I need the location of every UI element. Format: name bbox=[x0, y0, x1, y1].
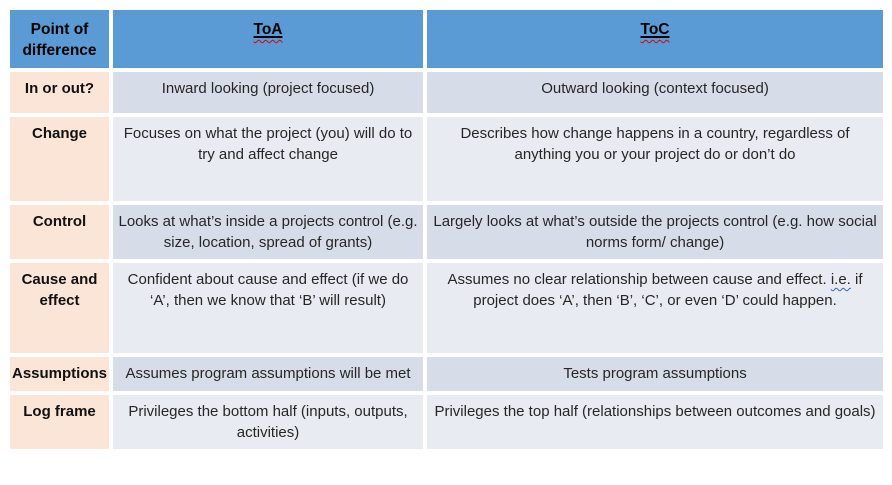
cell-log-frame-toc: Privileges the top half (relationships between outcomes and goals) bbox=[427, 395, 883, 449]
toa-header-underline bbox=[254, 21, 283, 38]
cell-control-toc: Largely looks at what’s outside the projects control (e.g. how social norms form/ change) bbox=[427, 205, 883, 259]
table-row-control bbox=[10, 205, 883, 259]
row-label-in-or-out: In or out? bbox=[10, 72, 109, 113]
header-cell-point-of-difference bbox=[10, 10, 109, 68]
toa-spellcheck-squiggle: ToA bbox=[253, 21, 283, 38]
header-cell-toc bbox=[427, 10, 883, 68]
cell-control-toa: Looks at what’s inside a projects control (e.g. size, location, spread of grants) bbox=[113, 205, 423, 259]
ie-grammar-squiggle: i.e. bbox=[830, 271, 851, 288]
table-row-log-frame bbox=[10, 395, 883, 449]
row-label-control: Control bbox=[10, 205, 109, 259]
toc-header-underline bbox=[641, 21, 670, 38]
header-row bbox=[10, 10, 883, 68]
comparison-table bbox=[6, 6, 887, 453]
row-label-cause-and-effect: Cause and effect bbox=[10, 263, 109, 353]
table-row-change bbox=[10, 117, 883, 201]
cause-effect-toc-text-before: Assumes no clear relationship between cause and effect. bbox=[447, 271, 831, 288]
cell-assumptions-toc: Tests program assumptions bbox=[427, 357, 883, 391]
cell-in-or-out-toc: Outward looking (context focused) bbox=[427, 72, 883, 113]
cell-in-or-out-toa: Inward looking (project focused) bbox=[113, 72, 423, 113]
header-cell-toa bbox=[113, 10, 423, 68]
cell-cause-and-effect-toa: Confident about cause and effect (if we do ‘A’, then we know that ‘B’ will result) bbox=[113, 263, 423, 353]
cell-assumptions-toa: Assumes program assumptions will be met bbox=[113, 357, 423, 391]
header-label-point-of-difference: Point of difference bbox=[22, 21, 97, 59]
toc-spellcheck-squiggle: ToC bbox=[640, 21, 670, 38]
cell-cause-and-effect-toc bbox=[427, 263, 883, 353]
row-label-log-frame: Log frame bbox=[10, 395, 109, 449]
row-label-change: Change bbox=[10, 117, 109, 201]
table-row-assumptions bbox=[10, 357, 883, 391]
cause-effect-toc-text-after: if project does ‘A’, then ‘B’, ‘C’, or even ‘D’ could happen. bbox=[473, 271, 863, 309]
row-label-assumptions: Assumptions bbox=[10, 357, 109, 391]
table-row-cause-and-effect bbox=[10, 263, 883, 353]
cell-change-toc: Describes how change happens in a country, regardless of anything you or your project do or don’t do bbox=[427, 117, 883, 201]
table-row-in-or-out bbox=[10, 72, 883, 113]
cell-log-frame-toa: Privileges the bottom half (inputs, outputs, activities) bbox=[113, 395, 423, 449]
cell-change-toa: Focuses on what the project (you) will do to try and affect change bbox=[113, 117, 423, 201]
